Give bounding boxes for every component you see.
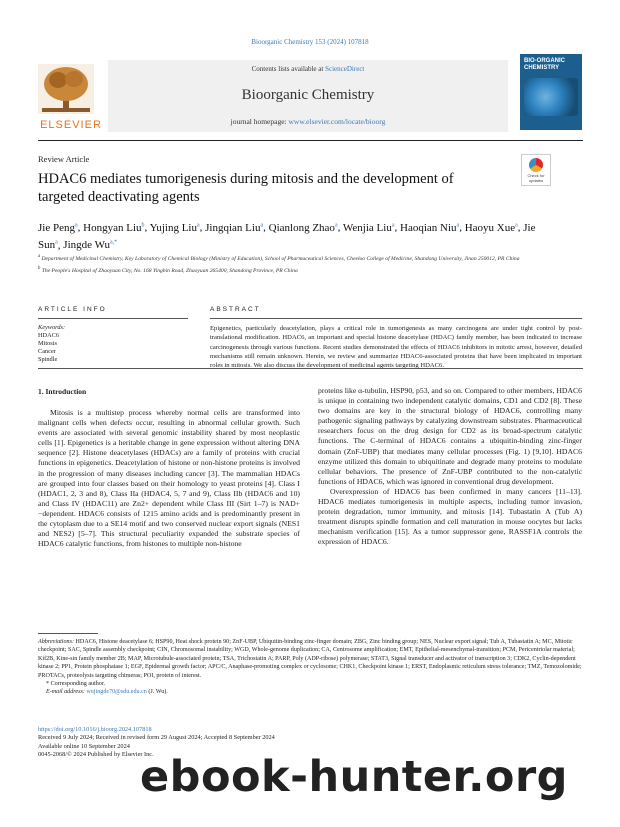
doi-link[interactable]: https://doi.org/10.1016/j.bioorg.2024.107818: [38, 726, 152, 733]
abbreviations: Abbreviations: HDAC6, Histone deacetylase 6; HSP90, Heat shock protein 90; ZnF-UBP, Ubiquitin-binding zinc-finger domain; ZBG, Zinc binding group; NES, Nuclear export signal; Tub A, Tubastatin A; MC, Mitotic checkpoint; SAC, Spindle assembly checkpoint; CIN, Chromosomal instability; WGD, Whole-genome duplication; CA, Centrosome amplification; EMT, Epithelial-mesenchymal-transition; PCM, Pericentriolar material; Kif2B, Kine-sin family member 2B; MAP, Microtubule-associated protein; TSA, Trichostatin A; PARP, Poly (ADP-ribose) polymerase; STAT3, Signal transducer and activator of transcription 3; CDK2, Cyclin-dependent kinase 2; PP1, Protein phosphatase 1; EGF, Epidermal growth factor; APC/C, Anaphase-promoting complex or cyclosome; CHK1, Checkpoint kinase 1; ERST, Endoplasmic reticulum stress tolerance; TMZ, Temozolomide; PROTACs, proteolysis targeting chimeras; POI, protein of interest.: [38, 639, 582, 679]
author[interactable]: Jingde $Wu^{a,*}$: [63, 239, 118, 252]
author-list: Jie Peng$^a$, Hongyan Liu$^b$, Yujing Liu$^a$, Jingqian Liu$^a$, Qianlong Zhao$^a$, Wenjia Liu$^a$, Haoqian Niu$^a$, Haoyu Xue$^a$, Jie Sun$^a$, Jingde $Wu^{a,*}$: [38, 221, 536, 252]
author[interactable]: Haoqian Niu$^a$: [400, 221, 460, 234]
abstract-heading: ABSTRACT: [210, 306, 261, 313]
homepage-prefix: journal homepage:: [230, 117, 289, 126]
masthead: [108, 60, 508, 132]
elsevier-logo[interactable]: [38, 64, 104, 132]
journal-name: Bioorganic Chemistry: [241, 87, 375, 103]
article-info-heading: ARTICLE INFO: [38, 306, 107, 313]
intro-right-column: [318, 386, 582, 548]
watermark: ebook-hunter.org: [140, 752, 568, 802]
received-dates: Received 9 July 2024; Received in revised form 29 August 2024; Accepted 8 September 2024: [38, 734, 275, 742]
elsevier-tree-icon: [38, 64, 94, 114]
copyright: 0045-2068/© 2024 Published by Elsevier Inc.: [38, 751, 154, 759]
paragraph: Mitosis is a multistep process whereby normal cells are transformed into malignant cells when defects occur, resulting in abnormal cellular growth. Such events are associated with several genomic instability shared by most neoplastic cells [1]. Epigenetics is a heritable change in gene expression without altering DNA sequence [2]. Histone deacetylases (HDACs) are a family of proteins with crucial functions in epigenetics. Deacetylation of histone or non-histone proteins is involved in the progression of many diseases including cancer [3]. The mammalian HDACs are grouped into four classes based on their homology to yeast proteins [4]. Class I (HDAC1, 2, 3 and 8), Class IIa (HDAC4, 5, 7 and 9), Class IIb (HDAC6 and 10) and Class IV (HDAC11) are Zn2+ dependent while Class III (Sirt 1–7) is NAD+ −dependent. HDAC6 consists of 1215 amino acids and is predominantly present in the cytoplasm due to a SE14 motif and two conserved nuclear export signals (NES1 and NES2) [5–7]. This structural peculiarity expanded the substrate species of HDAC6 catalytic functions, from histones to multiple non-histone: [38, 408, 300, 549]
introduction-heading: 1. Introduction: [38, 387, 87, 396]
header-rule: [38, 140, 583, 141]
email-label: E-mail address:: [46, 689, 87, 696]
author[interactable]: Yujing Liu$^a$: [149, 221, 200, 234]
affiliation: $^b$ The People's Hospital of Zhaoyuan City, No. 168 Yingbin Road, Zhaoyuan 265400, Shandong Province, PR China: [38, 265, 298, 274]
info-rule: [38, 318, 188, 319]
footnote-rule: [38, 633, 98, 634]
abstract-rule: [210, 318, 582, 319]
publisher-name: ELSEVIER: [40, 119, 102, 131]
keyword: Spindle: [38, 356, 58, 363]
author[interactable]: Jie Sun$^a$: [38, 221, 536, 252]
abstract-bottom-rule: [38, 368, 583, 369]
keywords: [38, 324, 65, 364]
author[interactable]: Jie Peng$^a$: [38, 221, 78, 234]
keyword: Mitosis: [38, 340, 57, 347]
author[interactable]: Wenjia Liu$^a$: [342, 221, 395, 234]
author[interactable]: Haoyu Xue$^a$: [464, 221, 518, 234]
sciencedirect-link[interactable]: ScienceDirect: [325, 65, 365, 73]
journal-cover[interactable]: [520, 54, 582, 130]
updates-label: Check for updates: [527, 173, 545, 183]
corresponding-author: * Corresponding author.: [46, 681, 106, 688]
contents-prefix: Contents lists available at: [251, 65, 326, 73]
paragraph: proteins like α-tubulin, HSP90, p53, and so on. Compared to other members, HDAC6 is unique in containing two independent catalytic domains, CD1 and CD2 [8]. These two domains are key in the structural biology of HDAC6, controlling many pathogenic signaling pathways by catalyzing downstream substrates. Pharmaceutical researchers focus on the drug design for CD2 as its broad-spectrum catalytic functions. The C-terminal of HDAC6 contains a ubiquitin-binding zinc-finger domain (ZnF-UBP) that mediates many cellular processes (Fig. 1) [9,10]. HDAC6 enzyme utilized this domain to ubiquitinate and degrade many proteins to modulate cellular behaviors. The presence of ZnF-UBP contributed to the non-catalytic functions of HDAC6, which was ignored in conventional drug development.: [318, 386, 582, 486]
journal-citation[interactable]: Bioorganic Chemistry 153 (2024) 107818: [251, 38, 369, 46]
paragraph: Overexpression of HDAC6 has been confirmed in many cancers [11–13]. HDAC6 mediates tumorigenesis in multiple aspects, including tumor invasion, protein degradation, tumor immunity, and mitosis [14]. Tubastatin A (Tub A) treatment disrupts spindle formation and cell maturation in mouse oocytes but lacks mechanism verification [15]. As a tumor suppressor gene, RASSF1A controls the expression of HDAC6.: [318, 486, 582, 547]
keyword: Cancer: [38, 348, 56, 355]
author[interactable]: Qianlong Zhao$^a$: [268, 221, 338, 234]
email-link[interactable]: wujingde70@sdu.edu.cn: [86, 689, 147, 696]
journal-homepage-link[interactable]: www.elsevier.com/locate/bioorg: [288, 117, 386, 126]
check-for-updates-button[interactable]: [521, 154, 551, 186]
abstract-text: Epigenetics, particularly deacetylation, plays a critical role in tumorigenesis as many carcinogens are under tight control by post-translational modification. HDAC6, an important and special histone deacetylase (HDAC) family member, has been indicated to increase carcinogenesis through various functions. Recent studies demonstrated the effects of HDAC6 inhibitors in mitotic arrest, however, detailed mechanisms still remain unknown. Herein, we review and summarize HDAC6-associated proteins that have been implicated in important roles in mitosis. We also discuss the development of medicinal agents targeting HDAC6.: [210, 325, 582, 370]
updates-icon: [529, 158, 543, 172]
cover-title: BIO-ORGANIC CHEMISTRY: [524, 58, 565, 71]
cover-art-icon: [524, 78, 578, 116]
keyword: HDAC6: [38, 332, 59, 339]
article-type: Review Article: [38, 154, 90, 164]
article-title: HDAC6 mediates tumorigenesis during mitosis and the development of targeted deactivating agents: [38, 171, 454, 205]
available-online: Available online 10 September 2024: [38, 742, 130, 750]
footnotes: Abbreviations: HDAC6, Histone deacetylase 6; HSP90, Heat shock protein 90; ZnF-UBP, Ubiquitin-binding zinc-finger domain; ZBG, Zinc binding group; NES, Nuclear export signal; Tub A, Tubastatin A; MC, Mitotic checkpoint; SAC, Spindle assembly checkpoint; CIN, Chromosomal instability; WGD, Whole-genome duplication; CA, Centrosome amplification; EMT, Epithelial-mesenchymal-transition; PCM, Pericentriolar material; Kif2B, Kine-sin family member 2B; MAP, Microtubule-associated protein; TSA, Trichostatin A; PARP, Poly (ADP-ribose) polymerase; STAT3, Signal transducer and activator of transcription 3; CDK2, Cyclin-dependent kinase 2; PP1, Protein phosphatase 1; EGF, Epidermal growth factor; APC/C, Anaphase-promoting complex or cyclosome; CHK1, Checkpoint kinase 1; ERST, Endoplasmic reticulum stress tolerance; TMZ, Temozolomide; PROTACs, proteolysis targeting chimeras; POI, protein of interest. * Corresponding author. E-mail address: wujingde70@sdu.edu.cn (J. Wu).: [38, 639, 582, 696]
affiliation: $^a$ Department of Medicinal Chemistry, Key Laboratory of Chemical Biology (Ministry of Education), School of Pharmaceutical Sciences, Cheeloo College of Medicine, Shandong University, Jinan 250012, PR China: [38, 254, 520, 262]
affiliations: [38, 252, 578, 276]
journal-header: [38, 60, 583, 136]
keywords-label: Keywords:: [38, 324, 66, 331]
intro-left-column: [38, 408, 300, 549]
author[interactable]: Hongyan Liu$^b$: [83, 221, 145, 234]
author[interactable]: Jingqian Liu$^a$: [205, 221, 264, 234]
